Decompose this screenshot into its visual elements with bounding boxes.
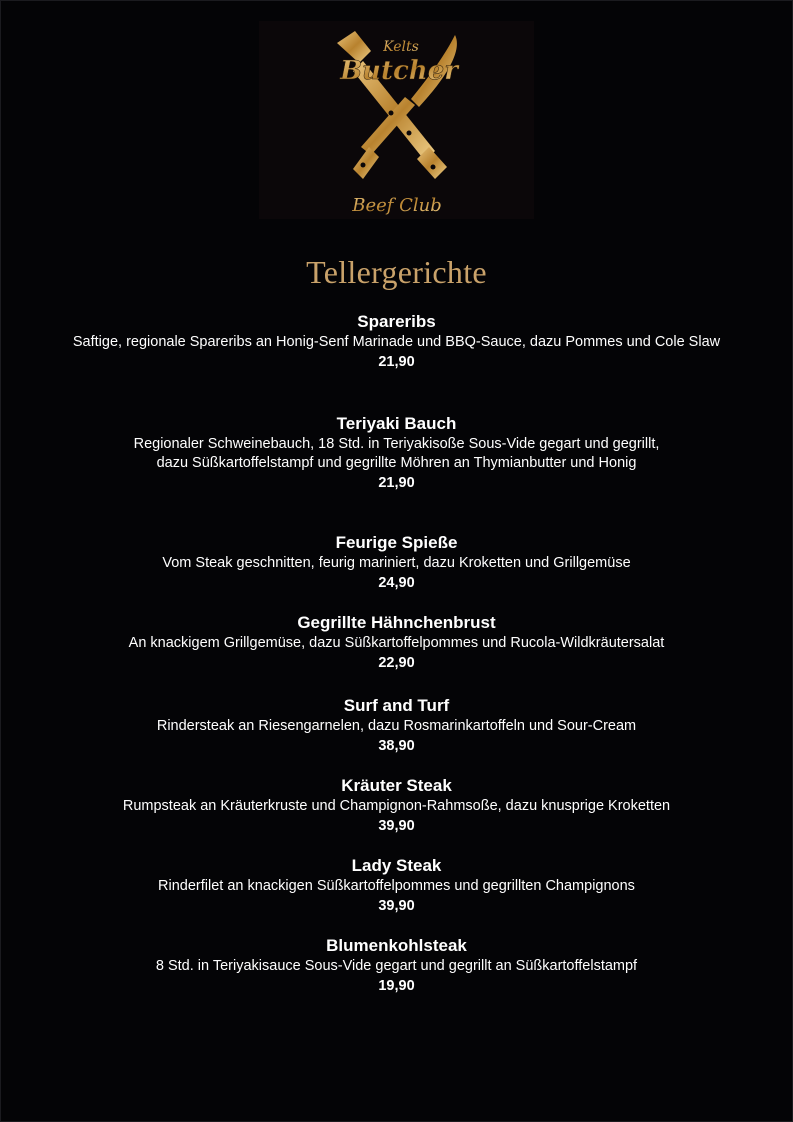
menu-item-surf-and-turf [0, 695, 793, 756]
dish-name: Kräuter Steak [341, 776, 452, 795]
logo-script-top: Kelts [383, 39, 419, 55]
dish-price: 24,90 [378, 575, 415, 591]
dish-description: dazu Süßkartoffelstampf und gegrillte Möhren an Thymianbutter und Honig [156, 455, 637, 471]
logo-graphic [259, 21, 534, 219]
dish-description: 8 Std. in Teriyakisauce Sous-Vide gegart und gegrillt an Süßkartoffelstampf [155, 958, 638, 974]
dish-description: Saftige, regionale Spareribs an Honig-Senf Marinade und BBQ-Sauce, dazu Pommes und Cole Slaw [72, 334, 721, 350]
dish-description: Vom Steak geschnitten, feurig mariniert, dazu Kroketten und Grillgemüse [162, 555, 631, 571]
dish-price: 39,90 [378, 818, 415, 834]
menu-item-spareribs [0, 311, 793, 372]
dish-price: 21,90 [378, 475, 415, 491]
dish-name: Surf and Turf [343, 696, 450, 715]
menu-item-kraeuter-steak [0, 775, 793, 836]
dish-price: 22,90 [378, 655, 415, 671]
menu-item-feurige-spiesse [0, 532, 793, 593]
dish-name: Spareribs [357, 312, 436, 331]
dish-name: Gegrillte Hähnchenbrust [297, 613, 496, 632]
dish-description: Rindersteak an Riesengarnelen, dazu Rosmarinkartoffeln und Sour-Cream [156, 718, 637, 734]
logo-script-name: Butcher [340, 56, 458, 86]
dish-description: Rumpsteak an Kräuterkruste und Champignon-Rahmsoße, dazu knusprige Kroketten [122, 798, 671, 814]
dish-price: 21,90 [378, 354, 415, 370]
dish-price: 19,90 [378, 978, 415, 994]
dish-description: Rinderfilet an knackigen Süßkartoffelpommes und gegrillten Champignons [158, 878, 635, 894]
dish-name: Teriyaki Bauch [336, 414, 457, 433]
dish-description: An knackigem Grillgemüse, dazu Süßkartoffelpommes und Rucola-Wildkräutersalat [128, 635, 665, 651]
dish-name: Lady Steak [351, 856, 442, 875]
dish-name: Feurige Spieße [335, 533, 458, 552]
section-title: Tellergerichte [306, 254, 487, 290]
menu-item-blumenkohlsteak [0, 935, 793, 996]
menu-item-lady-steak [0, 855, 793, 916]
logo-script-bottom: Beef Club [352, 195, 442, 216]
dish-price: 39,90 [378, 898, 415, 914]
dish-price: 38,90 [378, 738, 415, 754]
dish-description: Regionaler Schweinebauch, 18 Std. in Teriyakisoße Sous-Vide gegart und gegrillt, [133, 436, 660, 452]
logo [259, 21, 534, 219]
menu-item-gegrillte-haehnchenbrust [0, 612, 793, 673]
dish-name: Blumenkohlsteak [326, 936, 467, 955]
menu-item-teriyaki-bauch [0, 413, 793, 493]
